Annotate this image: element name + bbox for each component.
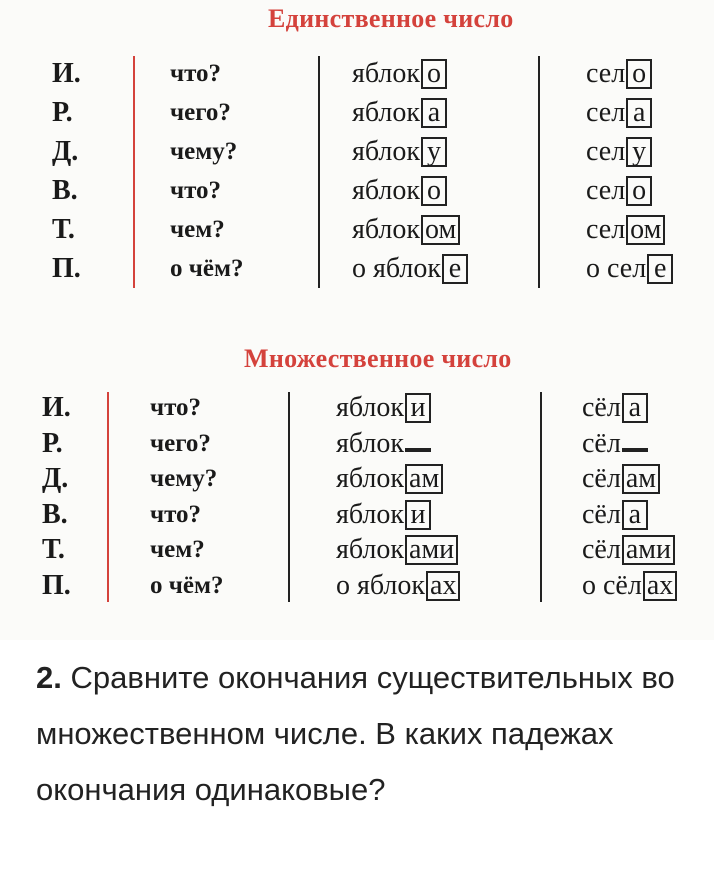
plural-divider-red (107, 392, 109, 602)
word1-form (336, 463, 443, 495)
case-label: Р. (42, 427, 63, 459)
word-stem: яблок (352, 214, 421, 245)
word2-form (582, 534, 675, 566)
word-stem: яблок (352, 97, 421, 128)
word2-form (586, 58, 652, 90)
word-ending-box: о (626, 176, 652, 206)
word-ending-box: ах (426, 571, 460, 601)
case-label: П. (42, 569, 71, 601)
word-stem: сел (586, 214, 626, 245)
word-stem: сёл (582, 534, 621, 565)
singular-divider-1 (318, 56, 320, 288)
word2-form (582, 428, 648, 460)
word1-form (336, 570, 460, 602)
plural-heading: Множественное число (244, 344, 512, 373)
task-number: 2. (36, 660, 62, 695)
word-ending-box: о (421, 59, 447, 89)
word2-form (586, 97, 652, 129)
word-ending-box: ами (405, 535, 458, 565)
plural-divider-2 (540, 392, 542, 602)
case-question: что? (170, 177, 222, 204)
word-ending-box (405, 448, 431, 452)
case-label: Д. (52, 136, 79, 167)
plural-divider-1 (288, 392, 290, 602)
word-stem: яблок (336, 498, 405, 530)
word-stem: сёл (582, 392, 621, 423)
case-question: чем? (150, 536, 205, 563)
word-ending-box: ах (643, 571, 677, 601)
word1-form (352, 58, 447, 90)
word-stem: о сел (586, 253, 647, 284)
word-stem: сел (586, 58, 626, 89)
case-label: Т. (42, 534, 65, 565)
word1-form (336, 392, 431, 424)
case-question: чем? (170, 216, 225, 243)
singular-heading: Единственное число (268, 4, 514, 33)
word-ending-box: а (622, 500, 648, 530)
word2-form (586, 253, 673, 285)
word-ending-box: у (626, 137, 652, 167)
word1-form (352, 97, 447, 129)
word-ending-box: о (421, 176, 447, 206)
word-ending-box (622, 448, 648, 452)
word2-form (582, 499, 648, 531)
singular-divider-red (133, 56, 135, 288)
case-label: И. (42, 392, 71, 423)
word-stem: яблок (352, 136, 421, 167)
word-ending-box: и (405, 393, 431, 423)
case-question: что? (170, 60, 222, 87)
case-question: о чём? (150, 571, 224, 599)
word-stem: яблок (336, 427, 405, 459)
word2-form (586, 175, 652, 207)
case-question: что? (150, 500, 202, 528)
case-label: П. (52, 253, 81, 284)
word-stem: яблок (336, 463, 405, 494)
word-ending-box: е (647, 254, 673, 284)
singular-divider-2 (538, 56, 540, 288)
word-stem: сёл (582, 427, 621, 459)
case-question: о чём? (170, 255, 244, 282)
word-ending-box: ами (622, 535, 675, 565)
word2-form (582, 570, 677, 602)
word-ending-box: ом (421, 215, 460, 245)
word-stem: яблок (352, 175, 421, 206)
word-ending-box: ам (405, 464, 443, 494)
word1-form (352, 175, 447, 207)
word-stem: яблок (336, 392, 405, 423)
word1-form (336, 534, 458, 566)
word-stem: о сёл (582, 569, 642, 601)
case-label: И. (52, 58, 81, 89)
word1-form (336, 428, 431, 460)
case-label: В. (52, 175, 78, 206)
case-label: В. (42, 498, 68, 530)
word-stem: сёл (582, 463, 621, 494)
case-question: чему? (170, 138, 238, 165)
word-stem: о яблок (336, 569, 426, 601)
word-ending-box: а (626, 98, 652, 128)
word-ending-box: а (421, 98, 447, 128)
word-stem: сёл (582, 498, 621, 530)
word-ending-box: ом (626, 215, 665, 245)
word1-form (352, 253, 468, 285)
case-label: Р. (52, 97, 73, 128)
word1-form (352, 214, 460, 246)
word-stem: яблок (336, 534, 405, 565)
word-ending-box: и (405, 500, 431, 530)
word-ending-box: е (442, 254, 468, 284)
word2-form (582, 463, 660, 495)
word2-form (586, 136, 652, 168)
word-stem: сел (586, 136, 626, 167)
case-question: что? (150, 394, 202, 421)
word1-form (336, 499, 431, 531)
task-text: Сравните окончания существительных во множественном числе. В каких падежах окончания одинаковые? (36, 660, 675, 807)
word1-form (352, 136, 447, 168)
case-label: Т. (52, 214, 75, 245)
word2-form (586, 214, 665, 246)
case-question: чего? (170, 99, 231, 126)
case-question: чего? (150, 429, 211, 457)
word-stem: яблок (352, 58, 421, 89)
case-question: чему? (150, 465, 218, 492)
word-stem: о яблок (352, 253, 442, 284)
word-stem: сел (586, 175, 626, 206)
word-ending-box: а (622, 393, 648, 423)
task-paragraph (36, 650, 696, 818)
word2-form (582, 392, 648, 424)
case-label: Д. (42, 463, 69, 494)
word-stem: сел (586, 97, 626, 128)
word-ending-box: ам (622, 464, 660, 494)
word-ending-box: о (626, 59, 652, 89)
word-ending-box: у (421, 137, 447, 167)
